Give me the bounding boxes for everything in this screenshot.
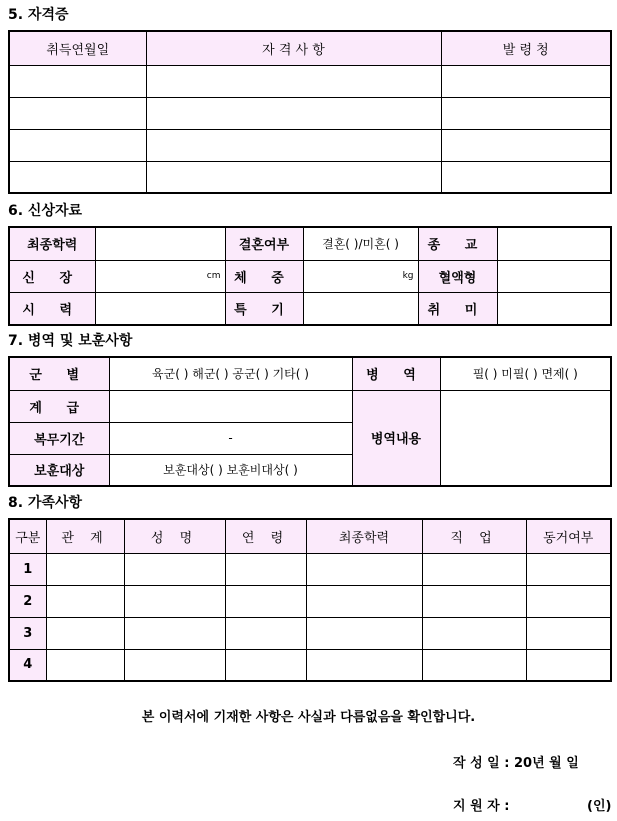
family-header-cohabit: 동거여부: [526, 519, 611, 553]
label-rank: 계 급: [9, 390, 109, 422]
license-qualification-cell[interactable]: [146, 161, 441, 193]
family-row-index: 3: [9, 617, 46, 649]
license-row: [9, 161, 611, 193]
family-cell[interactable]: [306, 617, 422, 649]
section-title-family: 8. 가족사항: [8, 495, 83, 511]
section-title-personal: 6. 신상자료: [8, 203, 83, 219]
family-cell[interactable]: [306, 649, 422, 681]
family-row: [9, 585, 611, 617]
license-header-date: 취득연월일: [9, 31, 146, 65]
license-row: [9, 129, 611, 161]
family-row: [9, 553, 611, 585]
family-cell[interactable]: [422, 553, 526, 585]
license-row: [9, 97, 611, 129]
family-row-index: 2: [9, 585, 46, 617]
military-table: [8, 356, 612, 487]
height-unit: cm: [206, 271, 221, 281]
label-veteran: 보훈대상: [9, 454, 109, 486]
family-cell[interactable]: [306, 585, 422, 617]
family-cell[interactable]: [124, 617, 225, 649]
family-cell[interactable]: [124, 553, 225, 585]
license-date-cell[interactable]: [9, 97, 146, 129]
branch-options[interactable]: 육군( ) 해군( ) 공군( ) 기타( ): [109, 357, 352, 390]
label-hobby: 취 미: [418, 292, 497, 325]
license-issuer-cell[interactable]: [441, 129, 611, 161]
personal-table: [8, 226, 612, 326]
family-cell[interactable]: [422, 585, 526, 617]
service-options[interactable]: 필( ) 미필( ) 면제( ): [440, 357, 611, 390]
family-cell[interactable]: [46, 617, 124, 649]
family-header-job: 직 업: [422, 519, 526, 553]
family-cell[interactable]: [422, 617, 526, 649]
label-blood: 혈액형: [418, 260, 497, 292]
label-height: 신 장: [9, 260, 95, 292]
family-table: [8, 518, 612, 682]
family-cell[interactable]: [225, 553, 306, 585]
seal-mark: (인): [587, 799, 612, 814]
license-date-cell[interactable]: [9, 129, 146, 161]
section-title-military: 7. 병역 및 보훈사항: [8, 333, 133, 349]
family-row-index: 1: [9, 553, 46, 585]
family-cell[interactable]: [225, 649, 306, 681]
family-cell[interactable]: [526, 617, 611, 649]
education-value[interactable]: [95, 227, 225, 260]
weight-value[interactable]: [303, 260, 418, 292]
family-header-age: 연 령: [225, 519, 306, 553]
weight-unit: kg: [402, 271, 414, 281]
family-cell[interactable]: [526, 585, 611, 617]
family-cell[interactable]: [526, 649, 611, 681]
skill-value[interactable]: [303, 292, 418, 325]
label-marital: 결혼여부: [225, 227, 303, 260]
license-header-issuer: 발 령 청: [441, 31, 611, 65]
height-value[interactable]: [95, 260, 225, 292]
vision-value[interactable]: [95, 292, 225, 325]
license-issuer-cell[interactable]: [441, 97, 611, 129]
religion-value[interactable]: [497, 227, 611, 260]
marital-options[interactable]: 결혼( )/미혼( ): [303, 227, 418, 260]
family-row: [9, 617, 611, 649]
family-header-education: 최종학력: [306, 519, 422, 553]
license-qualification-cell[interactable]: [146, 97, 441, 129]
license-header-qualification: 자 격 사 항: [146, 31, 441, 65]
period-value[interactable]: -: [109, 422, 352, 454]
label-vision: 시 력: [9, 292, 95, 325]
license-issuer-cell[interactable]: [441, 161, 611, 193]
family-cell[interactable]: [225, 585, 306, 617]
label-religion: 종 교: [418, 227, 497, 260]
family-cell[interactable]: [124, 585, 225, 617]
applicant-label: 지 원 자 :: [453, 799, 510, 814]
section-title-license: 5. 자격증: [8, 7, 69, 23]
veteran-options[interactable]: 보훈대상( ) 보훈비대상( ): [109, 454, 352, 486]
family-header-name: 성 명: [124, 519, 225, 553]
family-cell[interactable]: [46, 649, 124, 681]
license-table: [8, 30, 612, 194]
family-cell[interactable]: [124, 649, 225, 681]
label-period: 복무기간: [9, 422, 109, 454]
family-header-relation: 관 계: [46, 519, 124, 553]
family-row: [9, 649, 611, 681]
hobby-value[interactable]: [497, 292, 611, 325]
family-cell[interactable]: [422, 649, 526, 681]
label-education: 최종학력: [9, 227, 95, 260]
license-qualification-cell[interactable]: [146, 129, 441, 161]
confirmation-statement: 본 이력서에 기재한 사항은 사실과 다름없음을 확인합니다.: [141, 710, 476, 725]
license-row: [9, 65, 611, 97]
label-weight: 체 중: [225, 260, 303, 292]
label-service: 병 역: [352, 357, 440, 390]
family-cell[interactable]: [526, 553, 611, 585]
license-date-cell[interactable]: [9, 161, 146, 193]
license-date-cell[interactable]: [9, 65, 146, 97]
family-header-index: 구분: [9, 519, 46, 553]
family-cell[interactable]: [306, 553, 422, 585]
blood-value[interactable]: [497, 260, 611, 292]
family-cell[interactable]: [225, 617, 306, 649]
label-branch: 군 별: [9, 357, 109, 390]
details-value[interactable]: [440, 390, 611, 486]
rank-value[interactable]: [109, 390, 352, 422]
label-skill: 특 기: [225, 292, 303, 325]
label-details: 병역내용: [352, 390, 440, 486]
family-cell[interactable]: [46, 585, 124, 617]
license-qualification-cell[interactable]: [146, 65, 441, 97]
date-line: 작 성 일 : 20년 월 일: [453, 756, 579, 771]
family-row-index: 4: [9, 649, 46, 681]
license-issuer-cell[interactable]: [441, 65, 611, 97]
family-cell[interactable]: [46, 553, 124, 585]
